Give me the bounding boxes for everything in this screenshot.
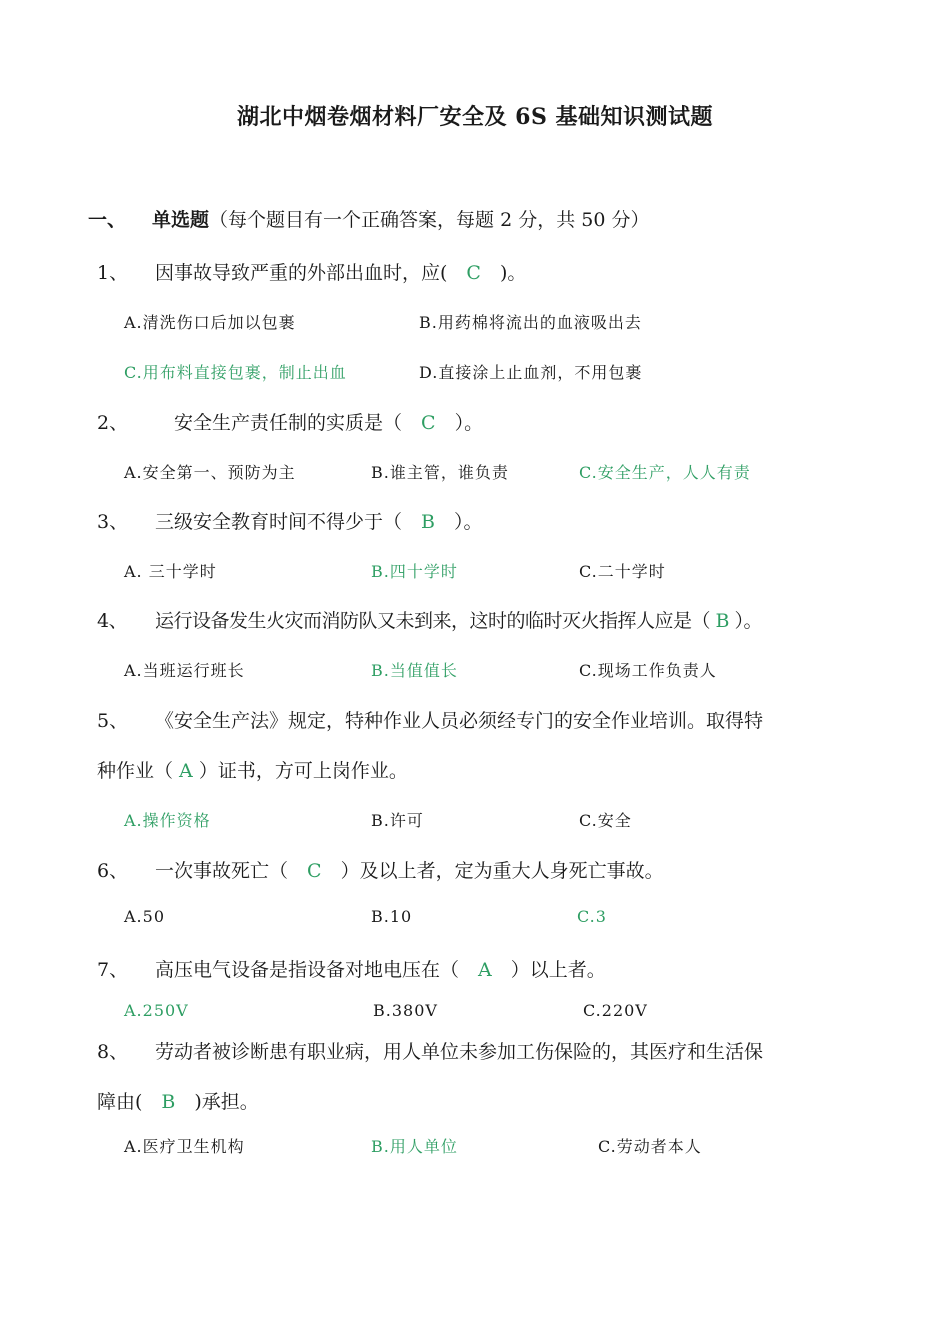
question-text: 《安全生产法》规定，特种作业人员必须经专门的安全作业培训。取得特 xyxy=(155,710,764,732)
answer-mark: C xyxy=(421,412,436,434)
question-number: 5、 xyxy=(97,710,129,732)
question-text-end: ）。 xyxy=(729,610,763,632)
answer-mark: A xyxy=(179,760,193,782)
option-a: A.安全第一、预防为主 xyxy=(124,463,296,482)
question-number: 8、 xyxy=(97,1041,129,1063)
question-number: 3、 xyxy=(97,511,129,533)
question-text-end: ）。 xyxy=(434,511,483,533)
answer-mark: C xyxy=(307,860,322,882)
question-text: 三级安全教育时间不得少于（ xyxy=(155,511,422,533)
option-b: B.10 xyxy=(371,907,413,926)
question-number: 6、 xyxy=(97,860,129,882)
answer-mark: B xyxy=(715,610,730,632)
option-c: C.220V xyxy=(583,1001,648,1020)
section-number: 一、 xyxy=(88,209,127,231)
question-8-continued xyxy=(97,1087,259,1114)
question-5-continued xyxy=(97,756,408,783)
question-1 xyxy=(97,258,873,285)
question-3 xyxy=(97,507,873,534)
question-number: 2、 xyxy=(97,412,129,434)
answer-mark: C xyxy=(466,262,481,284)
question-text: 一次事故死亡（ xyxy=(155,860,308,882)
option-b-correct: B.用人单位 xyxy=(371,1137,458,1156)
option-b: B.许可 xyxy=(371,811,424,830)
option-b: B.用药棉将流出的血液吸出去 xyxy=(419,313,642,332)
question-8 xyxy=(97,1037,873,1064)
option-c: C.安全 xyxy=(579,811,632,830)
option-c: C.劳动者本人 xyxy=(598,1137,702,1156)
question-2 xyxy=(97,408,873,435)
option-b-correct: B.四十学时 xyxy=(371,562,458,581)
option-a-correct: A.250V xyxy=(124,1001,189,1020)
option-c-correct: C.用布料直接包裹，制止出血 xyxy=(124,363,347,382)
question-text: 劳动者被诊断患有职业病，用人单位未参加工伤保险的，其医疗和生活保 xyxy=(155,1041,764,1063)
question-text-end: )。 xyxy=(480,262,527,284)
question-text: 种作业（ xyxy=(97,760,180,782)
option-c: C.现场工作负责人 xyxy=(579,661,717,680)
question-text: 因事故导致严重的外部出血时，应( xyxy=(155,262,467,284)
question-number: 7、 xyxy=(97,959,129,981)
question-6 xyxy=(97,856,873,883)
question-5 xyxy=(97,706,873,733)
question-text-end: ）证书，方可上岗作业。 xyxy=(192,760,408,782)
option-c-correct: C.安全生产，人人有责 xyxy=(579,463,751,482)
answer-mark: B xyxy=(161,1091,176,1113)
question-text: 障由( xyxy=(97,1091,162,1113)
question-text: 安全生产责任制的实质是（ xyxy=(155,412,422,434)
option-a-correct: A.操作资格 xyxy=(124,811,211,830)
option-c-correct: C.3 xyxy=(577,907,607,926)
option-b: B.380V xyxy=(373,1001,438,1020)
option-a: A. 三十学时 xyxy=(124,562,217,581)
section-label: 单选题 xyxy=(152,209,210,231)
answer-mark: A xyxy=(478,959,492,981)
question-text-end: )承担。 xyxy=(175,1091,259,1113)
option-b-correct: B.当值值长 xyxy=(371,661,458,680)
question-4 xyxy=(97,606,873,633)
question-number: 1、 xyxy=(97,262,129,284)
question-7 xyxy=(97,955,873,982)
option-b: B.谁主管，谁负责 xyxy=(371,463,509,482)
option-a: A.当班运行班长 xyxy=(124,661,245,680)
option-a: A.50 xyxy=(124,907,165,926)
question-text-end: ）。 xyxy=(435,412,484,434)
page-title: 湖北中烟卷烟材料厂安全及 6S 基础知识测试题 xyxy=(236,104,713,130)
option-d: D.直接涂上止血剂，不用包裹 xyxy=(419,363,643,382)
option-a: A.清洗伤口后加以包裹 xyxy=(124,313,296,332)
question-text: 高压电气设备是指设备对地电压在（ xyxy=(155,959,479,981)
option-a: A.医疗卫生机构 xyxy=(124,1137,245,1156)
option-c: C.二十学时 xyxy=(579,562,666,581)
question-number: 4、 xyxy=(97,610,128,632)
question-text-end: ）及以上者，定为重大人身死亡事故。 xyxy=(321,860,664,882)
answer-mark: B xyxy=(421,511,435,533)
question-text: 运行设备发生火灾而消防队又未到来，这时的临时灭火指挥人应是（ xyxy=(155,610,716,632)
section-note: （每个题目有一个正确答案，每题 2 分，共 50 分） xyxy=(209,209,650,231)
section-heading xyxy=(88,205,649,232)
question-text-end: ）以上者。 xyxy=(491,959,606,981)
